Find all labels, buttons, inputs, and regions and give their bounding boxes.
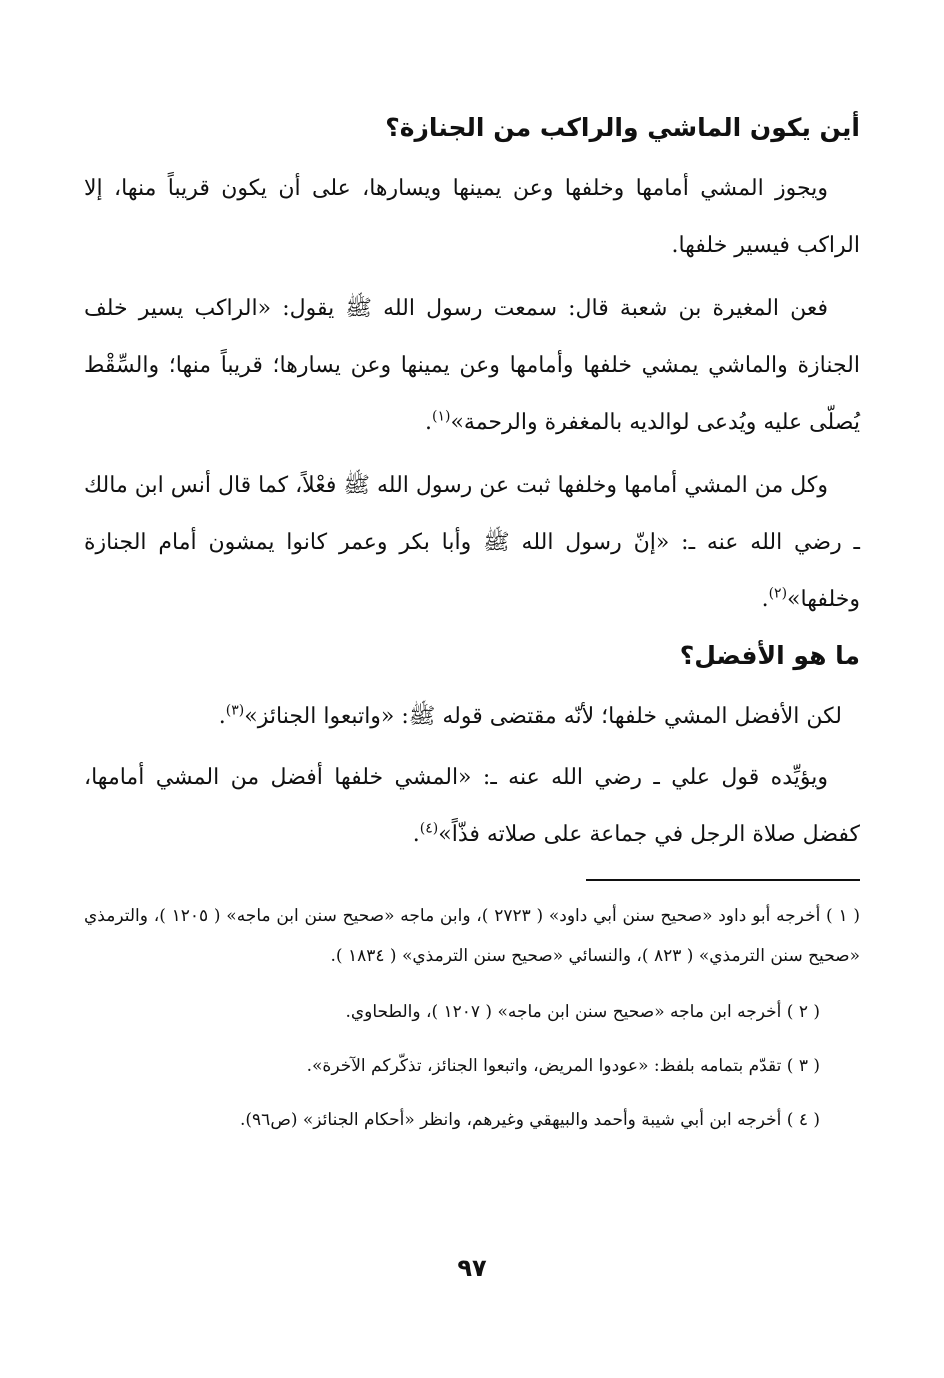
paragraph-best-behind xyxy=(84,688,860,745)
footnote-ref-2: (٢) xyxy=(768,585,788,602)
main-text-body xyxy=(84,108,860,869)
footnote-3: ( ٣ ) تقدّم بتمامه بلفظ: «عودوا المريض، واتبعوا الجنائز، تذكّركم الآخرة». xyxy=(306,1056,820,1076)
section-heading-walker-rider: أين يكون الماشي والراكب من الجنازة؟ xyxy=(385,113,860,142)
paragraph-text: ويؤيِّده قول علي ـ رضي الله عنه ـ: «المشي خلفها أفضل من المشي أمامها، كفضل صلاة الرجل في جماعة على صلاته فذّاً» xyxy=(84,765,860,847)
section-heading-best: ما هو الأفضل؟ xyxy=(679,641,860,670)
footnote-ref-3: (٣) xyxy=(225,702,245,719)
footnote-4: ( ٤ ) أخرجه ابن أبي شيبة وأحمد والبيهقي وغيرهم، وانظر «أحكام الجنائز» (ص٩٦). xyxy=(240,1110,820,1130)
hadith-text: وكل من المشي أمامها وخلفها ثبت عن رسول الله ﷺ فعْلاً، كما قال أنس ابن مالك ـ رضي الله عنه ـ: «إنّ رسول الله ﷺ وأبا بكر وعمر كانوا يمشون أمام الجنازة وخلفها» xyxy=(84,473,860,612)
hadith-text: فعن المغيرة بن شعبة قال: سمعت رسول الله ﷺ يقول: «الراكب يسير خلف الجنازة والماشي يمشي خلفها وأمامها وعن يمينها وعن يسارها؛ قريباً منها؛ والسِّقْط يُصلّى عليه ويُدعى لوالديه بالمغفرة والرحمة» xyxy=(84,296,860,435)
footnote-ref-4: (٤) xyxy=(419,820,439,837)
paragraph-ali-saying xyxy=(84,749,860,863)
footnote-ref-1: (١) xyxy=(431,408,451,425)
paragraph-walking-permission: ويجوز المشي أمامها وخلفها وعن يمينها ويسارها، على أن يكون قريباً منها، إلا الراكب فيسير خلفها. xyxy=(84,176,860,258)
paragraph-text: لكن الأفضل المشي خلفها؛ لأنّه مقتضى قوله ﷺ: «واتبعوا الجنائز» xyxy=(244,704,842,729)
footnote-2: ( ٢ ) أخرجه ابن ماجه «صحيح سنن ابن ماجه» ( ١٢٠٧ )، والطحاوي. xyxy=(345,1002,820,1022)
paragraph-anas-hadith xyxy=(84,457,860,628)
sentence-end: . xyxy=(412,822,420,847)
sentence-end: . xyxy=(761,587,769,612)
footnote-1: ( ١ ) أخرجه أبو داود «صحيح سنن أبي داود» ( ٢٧٢٣ )، وابن ماجه «صحيح سنن ابن ماجه» ( ١٢٠٥ )، والترمذي «صحيح سنن الترمذي» ( ٨٢٣ )، والنسائي «صحيح سنن الترمذي» ( ١٨٣٤ ). xyxy=(84,906,860,966)
footnote-divider xyxy=(586,879,860,881)
footnotes-section xyxy=(84,896,860,1154)
sentence-end: . xyxy=(218,704,226,729)
sentence-end: . xyxy=(424,410,432,435)
paragraph-mughira-hadith xyxy=(84,280,860,451)
page-number: ٩٧ xyxy=(457,1254,487,1282)
